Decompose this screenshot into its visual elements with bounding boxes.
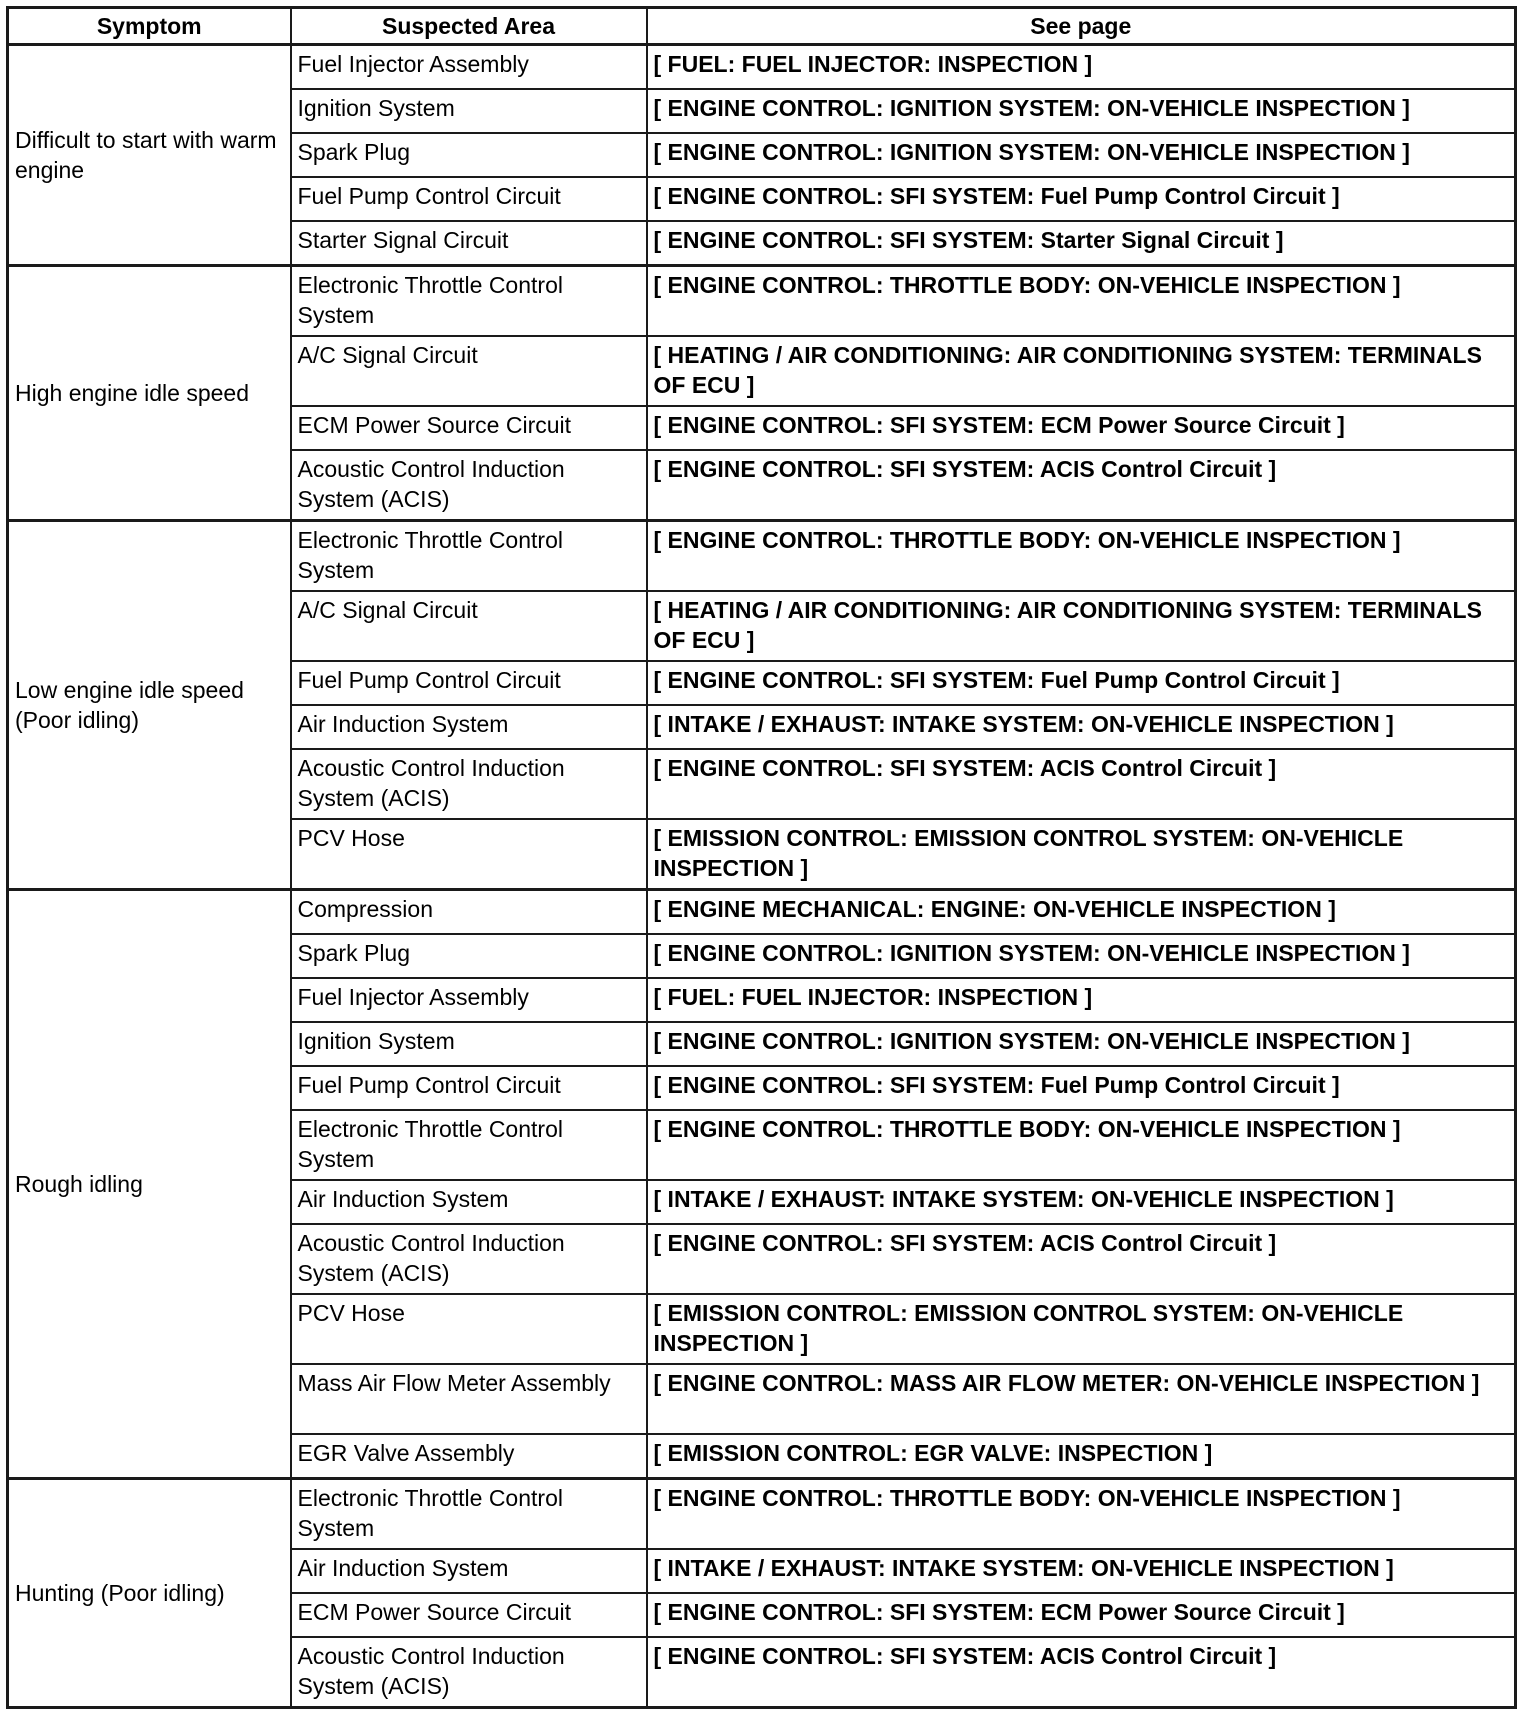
suspected-area-cell: Fuel Pump Control Circuit — [291, 1066, 647, 1110]
see-page-cell: [ INTAKE / EXHAUST: INTAKE SYSTEM: ON-VEHICLE INSPECTION ] — [647, 1549, 1516, 1593]
suspected-area-cell: Fuel Pump Control Circuit — [291, 177, 647, 221]
suspected-area-cell: Acoustic Control Induction System (ACIS) — [291, 1224, 647, 1294]
suspected-area-cell: Air Induction System — [291, 1549, 647, 1593]
suspected-area-cell: Acoustic Control Induction System (ACIS) — [291, 1637, 647, 1708]
see-page-cell: [ ENGINE CONTROL: SFI SYSTEM: ACIS Control Circuit ] — [647, 1637, 1516, 1708]
suspected-area-cell: Air Induction System — [291, 1180, 647, 1224]
see-page-cell: [ ENGINE CONTROL: THROTTLE BODY: ON-VEHICLE INSPECTION ] — [647, 1479, 1516, 1550]
see-page-cell: [ ENGINE CONTROL: SFI SYSTEM: ACIS Control Circuit ] — [647, 450, 1516, 521]
suspected-area-cell: Fuel Injector Assembly — [291, 978, 647, 1022]
see-page-cell: [ ENGINE MECHANICAL: ENGINE: ON-VEHICLE INSPECTION ] — [647, 890, 1516, 935]
suspected-area-cell: Acoustic Control Induction System (ACIS) — [291, 749, 647, 819]
see-page-cell: [ ENGINE CONTROL: SFI SYSTEM: Starter Signal Circuit ] — [647, 221, 1516, 266]
suspected-area-cell: Electronic Throttle Control System — [291, 521, 647, 592]
see-page-cell: [ FUEL: FUEL INJECTOR: INSPECTION ] — [647, 45, 1516, 90]
symptom-cell: Hunting (Poor idling) — [8, 1479, 291, 1708]
see-page-cell: [ ENGINE CONTROL: IGNITION SYSTEM: ON-VEHICLE INSPECTION ] — [647, 1022, 1516, 1066]
suspected-area-cell: Spark Plug — [291, 133, 647, 177]
see-page-cell: [ ENGINE CONTROL: THROTTLE BODY: ON-VEHICLE INSPECTION ] — [647, 1110, 1516, 1180]
symptom-cell: Rough idling — [8, 890, 291, 1479]
table-body — [8, 45, 1516, 1708]
table-row — [8, 1479, 1516, 1550]
suspected-area-cell: Fuel Pump Control Circuit — [291, 661, 647, 705]
see-page-cell: [ ENGINE CONTROL: SFI SYSTEM: Fuel Pump Control Circuit ] — [647, 661, 1516, 705]
see-page-cell: [ INTAKE / EXHAUST: INTAKE SYSTEM: ON-VEHICLE INSPECTION ] — [647, 1180, 1516, 1224]
see-page-cell: [ FUEL: FUEL INJECTOR: INSPECTION ] — [647, 978, 1516, 1022]
see-page-cell: [ ENGINE CONTROL: IGNITION SYSTEM: ON-VEHICLE INSPECTION ] — [647, 133, 1516, 177]
suspected-area-cell: ECM Power Source Circuit — [291, 1593, 647, 1637]
see-page-cell: [ ENGINE CONTROL: IGNITION SYSTEM: ON-VEHICLE INSPECTION ] — [647, 89, 1516, 133]
table-row — [8, 521, 1516, 592]
suspected-area-cell: Air Induction System — [291, 705, 647, 749]
suspected-area-cell: PCV Hose — [291, 819, 647, 890]
suspected-area-cell: Electronic Throttle Control System — [291, 266, 647, 337]
see-page-cell: [ ENGINE CONTROL: IGNITION SYSTEM: ON-VEHICLE INSPECTION ] — [647, 934, 1516, 978]
see-page-cell: [ ENGINE CONTROL: SFI SYSTEM: ECM Power Source Circuit ] — [647, 406, 1516, 450]
table-row — [8, 45, 1516, 90]
suspected-area-cell: EGR Valve Assembly — [291, 1434, 647, 1479]
symptom-table — [6, 6, 1517, 1709]
suspected-area-cell: Electronic Throttle Control System — [291, 1479, 647, 1550]
see-page-cell: [ EMISSION CONTROL: EMISSION CONTROL SYSTEM: ON-VEHICLE INSPECTION ] — [647, 819, 1516, 890]
see-page-cell: [ ENGINE CONTROL: SFI SYSTEM: Fuel Pump Control Circuit ] — [647, 177, 1516, 221]
suspected-area-cell: A/C Signal Circuit — [291, 591, 647, 661]
suspected-area-cell: Spark Plug — [291, 934, 647, 978]
symptom-cell: Difficult to start with warm engine — [8, 45, 291, 266]
see-page-cell: [ EMISSION CONTROL: EGR VALVE: INSPECTION ] — [647, 1434, 1516, 1479]
see-page-cell: [ ENGINE CONTROL: MASS AIR FLOW METER: ON-VEHICLE INSPECTION ] — [647, 1364, 1516, 1434]
see-page-cell: [ ENGINE CONTROL: SFI SYSTEM: Fuel Pump Control Circuit ] — [647, 1066, 1516, 1110]
see-page-cell: [ HEATING / AIR CONDITIONING: AIR CONDITIONING SYSTEM: TERMINALS OF ECU ] — [647, 591, 1516, 661]
suspected-area-cell: Compression — [291, 890, 647, 935]
see-page-cell: [ ENGINE CONTROL: SFI SYSTEM: ECM Power Source Circuit ] — [647, 1593, 1516, 1637]
suspected-area-cell: A/C Signal Circuit — [291, 336, 647, 406]
table-row — [8, 266, 1516, 337]
suspected-area-cell: Fuel Injector Assembly — [291, 45, 647, 90]
suspected-area-cell: Ignition System — [291, 89, 647, 133]
suspected-area-cell: Mass Air Flow Meter Assembly — [291, 1364, 647, 1434]
suspected-area-cell: Acoustic Control Induction System (ACIS) — [291, 450, 647, 521]
see-page-cell: [ ENGINE CONTROL: THROTTLE BODY: ON-VEHICLE INSPECTION ] — [647, 266, 1516, 337]
header-see-page: See page — [647, 8, 1516, 45]
suspected-area-cell: Ignition System — [291, 1022, 647, 1066]
see-page-cell: [ HEATING / AIR CONDITIONING: AIR CONDITIONING SYSTEM: TERMINALS OF ECU ] — [647, 336, 1516, 406]
suspected-area-cell: Electronic Throttle Control System — [291, 1110, 647, 1180]
table-row — [8, 890, 1516, 935]
symptom-cell: Low engine idle speed (Poor idling) — [8, 521, 291, 890]
symptom-cell: High engine idle speed — [8, 266, 291, 521]
header-symptom: Symptom — [8, 8, 291, 45]
suspected-area-cell: ECM Power Source Circuit — [291, 406, 647, 450]
suspected-area-cell: PCV Hose — [291, 1294, 647, 1364]
see-page-cell: [ INTAKE / EXHAUST: INTAKE SYSTEM: ON-VEHICLE INSPECTION ] — [647, 705, 1516, 749]
see-page-cell: [ ENGINE CONTROL: SFI SYSTEM: ACIS Control Circuit ] — [647, 1224, 1516, 1294]
header-row — [8, 8, 1516, 45]
see-page-cell: [ EMISSION CONTROL: EMISSION CONTROL SYSTEM: ON-VEHICLE INSPECTION ] — [647, 1294, 1516, 1364]
see-page-cell: [ ENGINE CONTROL: SFI SYSTEM: ACIS Control Circuit ] — [647, 749, 1516, 819]
header-suspected-area: Suspected Area — [291, 8, 647, 45]
see-page-cell: [ ENGINE CONTROL: THROTTLE BODY: ON-VEHICLE INSPECTION ] — [647, 521, 1516, 592]
suspected-area-cell: Starter Signal Circuit — [291, 221, 647, 266]
